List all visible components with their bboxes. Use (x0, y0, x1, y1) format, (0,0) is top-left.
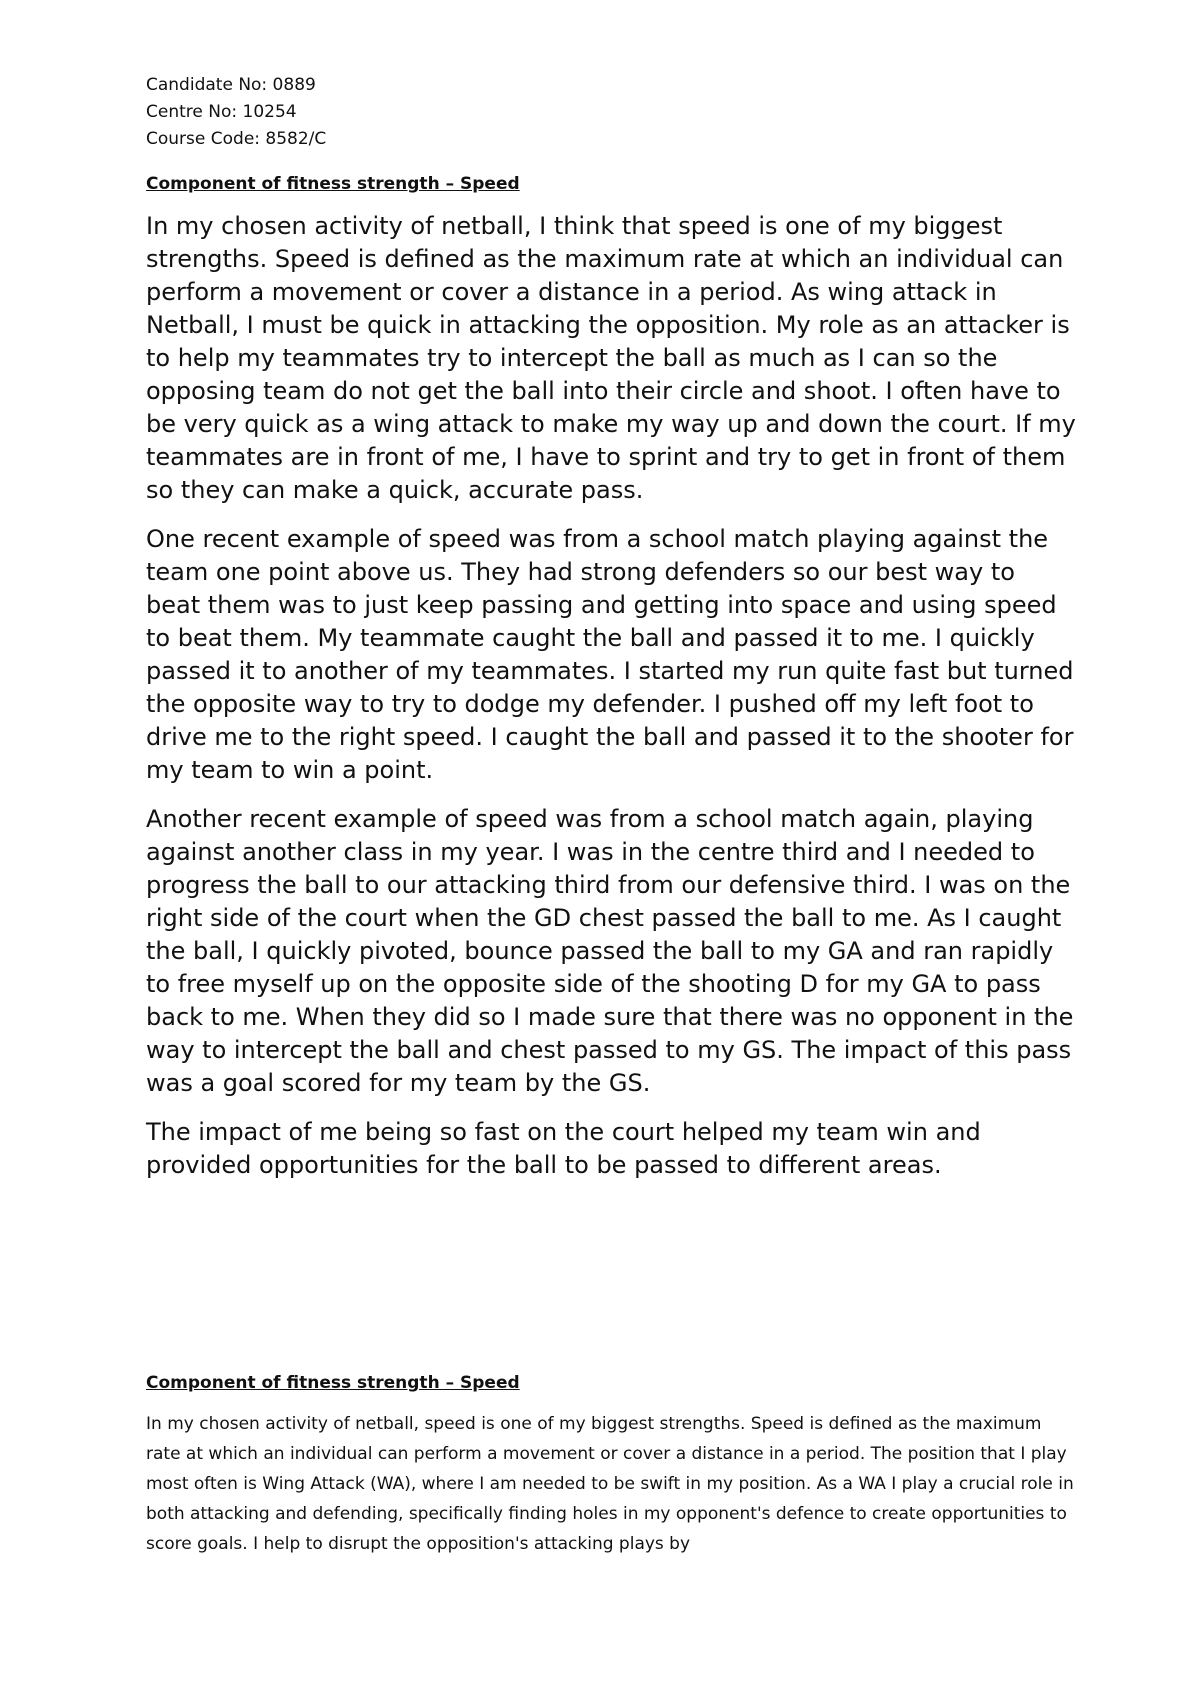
section-heading: Component of fitness strength – Speed (146, 174, 520, 194)
centre-number: Centre No: 10254 (146, 102, 297, 122)
paragraph: One recent example of speed was from a school match playing against the team one point above us. They had strong defenders so our best way to beat them was to just keep passing and getting into space and using speed to beat them. My teammate caught the ball and passed it to me. I quickly passed it to another of my teammates. I started my run quite fast but turned the opposite way to try to dodge my defender. I pushed off my left foot to drive me to the right speed. I caught the ball and passed it to the shooter for my team to win a point. (146, 525, 1074, 784)
paragraph: Another recent example of speed was from a school match again, playing against another class in my year. I was in the centre third and I needed to progress the ball to our attacking third from our defensive third. I was on the right side of the court when the GD chest passed the ball to me. As I caught the ball, I quickly pivoted, bounce passed the ball to my GA and ran rapidly to free myself up on the opposite side of the shooting D for my GA to pass back to me. When they did so I made sure that there was no opponent in the way to intercept the ball and chest passed to my GS. The impact of this pass was a goal scored for my team by the GS. (146, 805, 1074, 1097)
paragraph: In my chosen activity of netball, speed is one of my biggest strengths. Speed is defined as the maximum rate at which an individual can perform a movement or cover a distance in a period. The position that I play most often is Wing Attack (WA), where I am needed to be swift in my position. As a WA I play a crucial role in both attacking and defending, specifically finding holes in my opponent's defence to create opportunities to score goals. I help to disrupt the opposition's attacking plays by (146, 1414, 1074, 1554)
candidate-number: Candidate No: 0889 (146, 75, 316, 95)
section-heading: Component of fitness strength – Speed (146, 1373, 520, 1393)
document-content (146, 72, 1076, 1559)
course-code: Course Code: 8582/C (146, 129, 327, 149)
blank-space (146, 1198, 1076, 1352)
paragraph: In my chosen activity of netball, I think that speed is one of my biggest strengths. Speed is defined as the maximum rate at which an individual can perform a movement or cover a distance in a period. As wing attack in Netball, I must be quick in attacking the opposition. My role as an attacker is to help my teammates try to intercept the ball as much as I can so the opposing team do not get the ball into their circle and shoot. I often have to be very quick as a wing attack to make my way up and down the court. If my teammates are in front of me, I have to sprint and try to get in front of them so they can make a quick, accurate pass. (146, 212, 1076, 504)
paragraph: The impact of me being so fast on the court helped my team win and provided opportunities for the ball to be passed to different areas. (146, 1118, 981, 1179)
